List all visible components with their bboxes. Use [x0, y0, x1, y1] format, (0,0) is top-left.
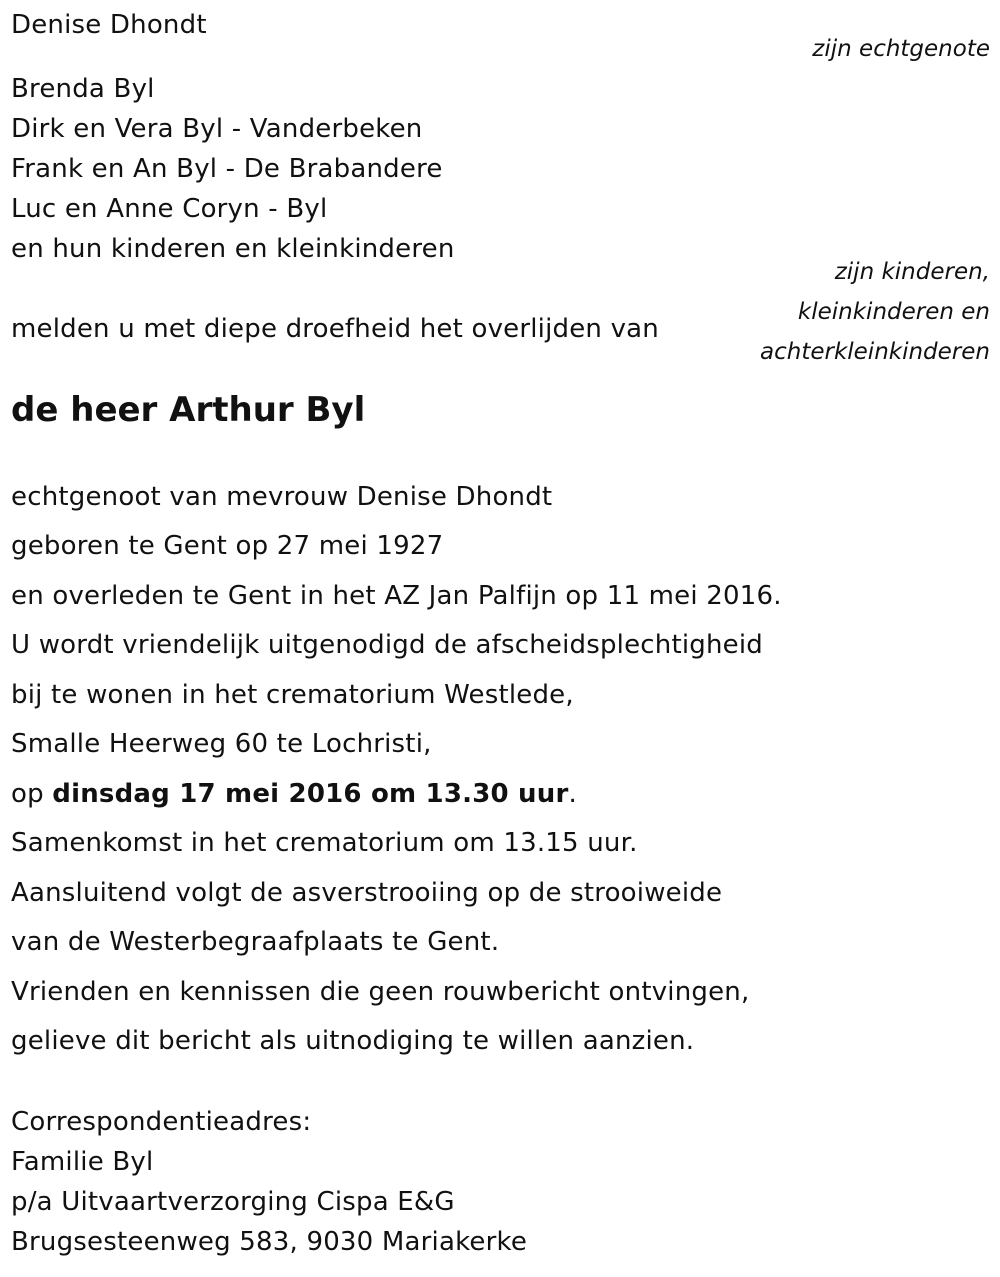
- family-role-line: zijn kinderen,: [834, 259, 990, 285]
- ceremony-prefix: op: [11, 779, 53, 809]
- family-role-line: kleinkinderen en: [797, 299, 990, 325]
- spouse-role: zijn echtgenote: [812, 36, 990, 62]
- ceremony-suffix: .: [568, 779, 577, 809]
- detail-line: van de Westerbegraafplaats te Gent.: [11, 927, 500, 957]
- detail-line: Vrienden en kennissen die geen rouwbericht ontvingen,: [11, 977, 750, 1007]
- family-member: Luc en Anne Coryn - Byl: [11, 194, 328, 224]
- detail-line: geboren te Gent op 27 mei 1927: [11, 531, 444, 561]
- detail-line: en overleden te Gent in het AZ Jan Palfijn op 11 mei 2016.: [11, 581, 782, 611]
- family-member: en hun kinderen en kleinkinderen: [11, 234, 455, 264]
- announcement-text: melden u met diepe droefheid het overlijden van: [11, 314, 659, 344]
- family-member: Dirk en Vera Byl - Vanderbeken: [11, 114, 423, 144]
- family-member: Frank en An Byl - De Brabandere: [11, 154, 443, 184]
- deceased-name: de heer Arthur Byl: [11, 390, 366, 430]
- ceremony-datetime: dinsdag 17 mei 2016 om 13.30 uur: [52, 779, 569, 809]
- correspondence-line: Familie Byl: [11, 1147, 154, 1177]
- detail-line: Smalle Heerweg 60 te Lochristi,: [11, 729, 432, 759]
- family-role-line: achterkleinkinderen: [760, 339, 990, 365]
- ceremony-line: [11, 777, 577, 811]
- spouse-name: Denise Dhondt: [11, 10, 207, 40]
- detail-line: U wordt vriendelijk uitgenodigd de afscheidsplechtigheid: [11, 630, 763, 660]
- detail-line: bij te wonen in het crematorium Westlede,: [11, 680, 574, 710]
- detail-line: Aansluitend volgt de asverstrooiing op de strooiweide: [11, 878, 723, 908]
- detail-line: gelieve dit bericht als uitnodiging te willen aanzien.: [11, 1026, 695, 1056]
- detail-line: Samenkomst in het crematorium om 13.15 uur.: [11, 828, 638, 858]
- family-member: Brenda Byl: [11, 74, 155, 104]
- correspondence-line: p/a Uitvaartverzorging Cispa E&G: [11, 1187, 455, 1217]
- detail-line: echtgenoot van mevrouw Denise Dhondt: [11, 482, 553, 512]
- correspondence-line: Brugsesteenweg 583, 9030 Mariakerke: [11, 1227, 528, 1257]
- correspondence-label: Correspondentieadres:: [11, 1107, 312, 1137]
